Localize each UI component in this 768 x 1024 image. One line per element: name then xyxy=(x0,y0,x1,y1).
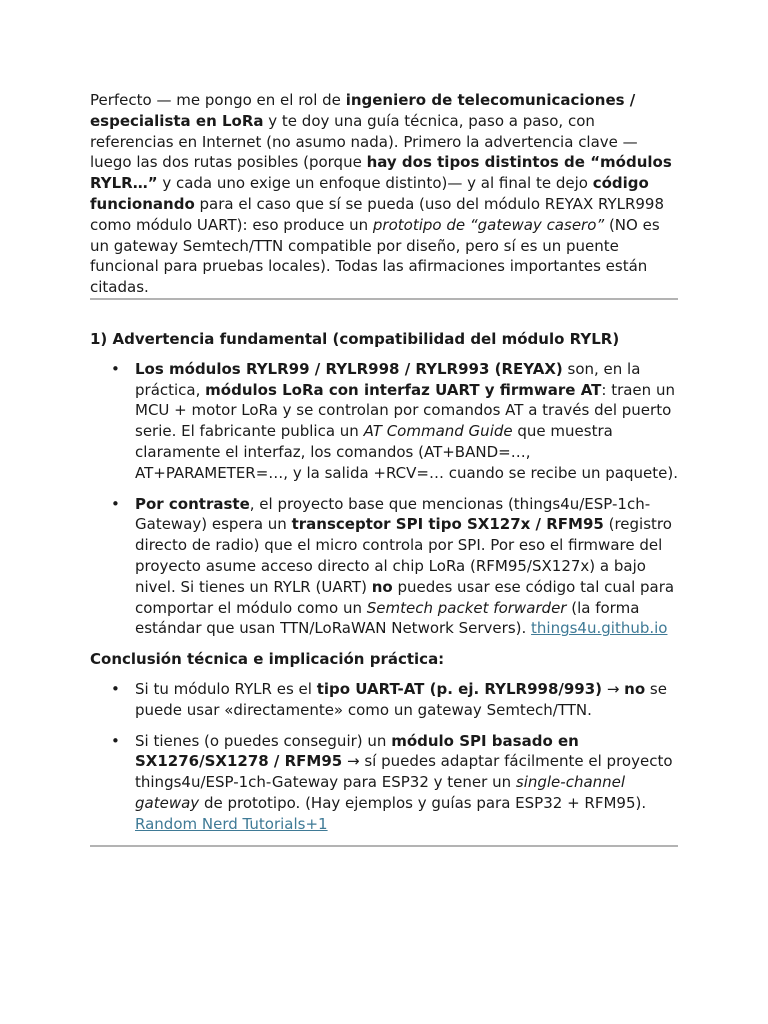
bullet2-bold-contrast: Por contraste xyxy=(135,494,250,513)
bullet1-text-3: que muestra claramente el interfaz, los comandos (AT+BAND=…, AT+PARAMETER=…, y la salida +RCV=… cuando se recibe un paquete). xyxy=(135,422,678,482)
intro-text-2: y te doy una guía técnica, paso a paso, con referencias en Internet (no asumo nada). Primero la advertencia clave — luego las dos rutas posibles (porque xyxy=(90,111,638,172)
list-item xyxy=(135,679,678,721)
bullet1-bold-modules: Los módulos RYLR99 / RYLR998 / RYLR993 (REYAX) xyxy=(135,359,563,378)
conclusion-bullet1-bold-no: no xyxy=(624,679,646,698)
list-item xyxy=(135,731,678,835)
horizontal-rule-bottom xyxy=(90,845,678,847)
things4u-link[interactable]: things4u.github.io xyxy=(531,619,668,638)
horizontal-rule-top xyxy=(90,298,678,300)
bullet2-text-1: , el proyecto base que mencionas (things4u/ESP-1ch-Gateway) espera un xyxy=(135,494,651,534)
conclusion-bullet1-bold-type: tipo UART-AT (p. ej. RYLR998/993) xyxy=(316,679,603,698)
document-body xyxy=(90,90,678,847)
bullet2-text-4: (la forma estándar que usan TTN/LoRaWAN Network Servers). xyxy=(135,598,640,638)
bullet2-text-3: puedes usar ese código tal cual para comportar el módulo como un xyxy=(135,577,675,617)
bullet1-italic-guide: AT Command Guide xyxy=(363,422,513,441)
bullet2-italic-forwarder: Semtech packet forwarder xyxy=(366,598,567,617)
list-item xyxy=(135,359,678,484)
section1-bullet-list xyxy=(90,359,678,639)
bullet1-text-2: : traen un MCU + motor LoRa y se controlan por comandos AT a través del puerto serie. El fabricante publica un xyxy=(135,380,675,441)
conclusion-bullet1-text-1: Si tu módulo RYLR es el xyxy=(135,679,317,698)
conclusion-heading: Conclusión técnica e implicación práctica: xyxy=(90,650,445,669)
conclusion-bullet2-text-2: → sí puedes adaptar fácilmente el proyecto things4u/ESP-1ch-Gateway para ESP32 y tener un xyxy=(135,752,673,792)
bullet2-text-2: (registro directo de radio) que el micro controla por SPI. Por eso el firmware del proyecto asume acceso directo al chip LoRa (RFM95/SX127x) a bajo nivel. Si tienes un RYLR (UART) xyxy=(135,515,672,596)
intro-bold-working-code: código funcionando xyxy=(90,174,649,213)
conclusion-bullet2-bold-spi: módulo SPI basado en SX1276/SX1278 / RFM95 xyxy=(135,731,579,771)
intro-paragraph xyxy=(90,90,678,298)
random-nerd-tutorials-link[interactable]: Random Nerd Tutorials+1 xyxy=(135,814,328,833)
conclusion-bullet-list xyxy=(90,679,678,835)
section1-heading: 1) Advertencia fundamental (compatibilidad del módulo RYLR) xyxy=(90,329,620,348)
bullet1-text-1: son, en la práctica, xyxy=(135,359,641,399)
intro-text-4: para el caso que sí se pueda (uso del módulo REYAX RYLR998 como módulo UART): eso produce un xyxy=(90,194,665,234)
intro-text-1: Perfecto — me pongo en el rol de xyxy=(90,91,346,109)
conclusion-bullet2-italic-gateway: single-channel gateway xyxy=(135,773,626,812)
conclusion-bullet1-arrow: → xyxy=(602,679,625,698)
intro-bold-role: ingeniero de telecomunicaciones / especialista en LoRa xyxy=(90,91,636,130)
conclusion-bullet2-text-1: Si tienes (o puedes conseguir) un xyxy=(135,731,392,750)
intro-text-5: (NO es un gateway Semtech/TTN compatible por diseño, pero sí es un puente funcional para pruebas locales). Todas las afirmaciones importantes están citadas. xyxy=(90,215,660,297)
conclusion-bullet1-text-3: se puede usar «directamente» como un gateway Semtech/TTN. xyxy=(135,679,667,719)
list-item xyxy=(135,494,678,640)
intro-italic-prototype: prototipo de “gateway casero” xyxy=(372,215,605,234)
intro-bold-module-types: hay dos tipos distintos de “módulos RYLR…” xyxy=(90,153,672,193)
intro-text-3: y cada uno exige un enfoque distinto)— y al final te dejo xyxy=(157,174,593,193)
bullet2-bold-transceiver: transceptor SPI tipo SX127x / RFM95 xyxy=(291,515,604,534)
bullet2-bold-no: no xyxy=(371,577,393,596)
conclusion-bullet2-text-3: de prototipo. (Hay ejemplos y guías para ESP32 + RFM95). xyxy=(199,793,647,812)
bullet1-bold-uart: módulos LoRa con interfaz UART y firmware AT xyxy=(205,380,602,399)
